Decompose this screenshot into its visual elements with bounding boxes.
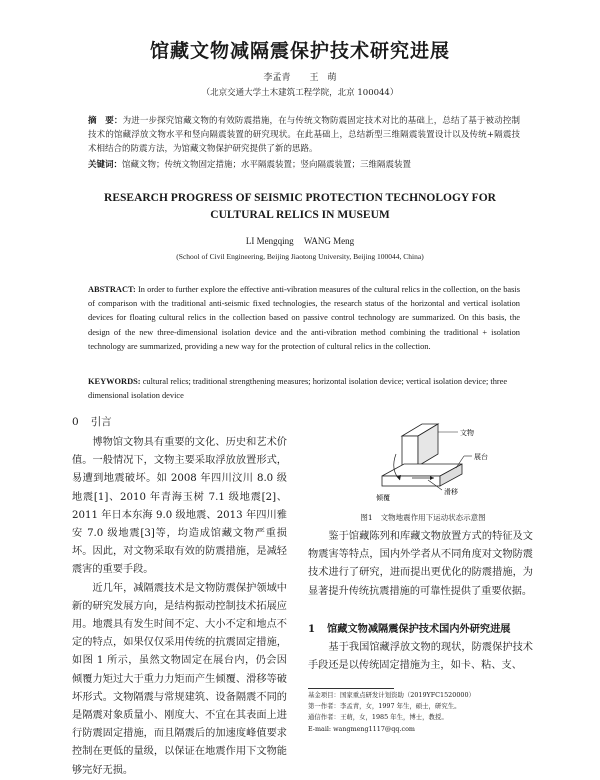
right-paragraph-2: 基于我国馆藏浮放文物的现状，防震保护技术手段还是以传统固定措施为主，如卡、粘、支、 — [308, 642, 533, 672]
footnote-corresponding-author: 通信作者：王萌，女，1985 年生，博士，教授。 — [308, 713, 448, 722]
label-relic: 文物 — [460, 429, 474, 437]
keywords-cn-label: 关键词： — [88, 160, 123, 170]
left-paragraph-1: 博物馆文物具有重要的文化、历史和艺术价值。一般情况下，文物主要采取浮放放置形式，易遭到地震破坏。如 2008 年四川汶川 8.0 级地震[1]、2010 年青海玉树 7.1 级地震[2]、2011 年日本东海 9.0 级地震、2013 年四川雅安 7.0 级地震[3]等，均造成馆藏文物严重损坏。因此，对文物采取有效的防震措施，是减轻震害的重要手段。 — [72, 437, 287, 576]
affiliation-cn: （北京交通大学土木建筑工程学院，北京 100044） — [201, 88, 399, 98]
right-column — [308, 528, 533, 601]
abstract-cn-text: 为进一步探究馆藏文物的有效防震措施，在与传统文物防震固定技术对比的基础上，总结了基于被动控制技术的馆藏浮放文物水平和竖向隔震装置的研究现状。在此基础上，总结新型三维隔震装置设计以及传统+隔震技术相结合的防震方法，为馆藏文物保护研究提供了新的思路。 — [88, 116, 520, 154]
right-column-section-1 — [308, 639, 533, 675]
abstract-cn — [88, 114, 520, 156]
relic-front-face — [402, 436, 418, 466]
authors-en — [0, 236, 600, 246]
author-cn-1: 李孟青 — [263, 73, 291, 83]
label-overturn: 倾覆 — [376, 494, 390, 502]
author-cn-2: 王 萌 — [309, 73, 337, 83]
paper-title-en: RESEARCH PROGRESS OF SEISMIC PROTECTION TECHNOLOGY FOR CULTURAL RELICS IN MUSEUM — [104, 192, 496, 221]
right-paragraph-1: 鉴于馆藏陈列和库藏文物放置方式的特征及文物震害等特点，国内外学者从不同角度对文物防震技术进行了研究，进而提出更优化的防震措施，为显著提升传统抗震措施的可靠性提供了重要依据。 — [308, 531, 533, 597]
footnote-first-author: 第一作者：李孟青，女，1997 年生，硕士，研究生。 — [308, 702, 461, 711]
section-1-title: 馆藏文物减隔震保护技术国内外研究进展 — [327, 623, 511, 635]
footnote-email: E-mail: wangmeng1117@qq.com — [308, 724, 415, 733]
figure-1-number: 图1 — [360, 513, 373, 522]
figure-1-caption — [312, 512, 534, 523]
author-en-1: LI Mengqing — [245, 236, 294, 246]
paper-title-cn: 馆藏文物减隔震保护技术研究进展 — [149, 40, 450, 62]
figure-1-caption-text: 文物地震作用下运动状态示意图 — [380, 513, 486, 522]
footnote-funding: 基金项目：国家重点研发计划资助（2019YFC1520000） — [308, 691, 475, 699]
abstract-cn-label: 摘 要： — [88, 116, 123, 126]
label-slide: 滑移 — [444, 488, 458, 496]
section-0-number: 0 — [72, 416, 79, 428]
abstract-en — [88, 283, 520, 354]
left-column — [72, 434, 287, 780]
affiliation-en: (School of Civil Engineering, Beijing Jiaotong University, Beijing 100044, China) — [176, 252, 424, 261]
abstract-en-label: ABSTRACT: — [88, 285, 136, 294]
keywords-en — [88, 375, 520, 403]
section-0-heading — [72, 414, 112, 429]
section-0-title: 引言 — [90, 416, 112, 428]
footnote-divider — [308, 688, 394, 689]
footnotes — [308, 690, 533, 735]
keywords-en-label: KEYWORDS: — [88, 377, 141, 386]
label-stand: 展台 — [474, 453, 488, 461]
section-1-heading — [308, 620, 510, 635]
keywords-en-text: cultural relics; traditional strengthening measures; horizontal isolation device; vertical isolation device; three dimensional isolation device — [88, 377, 508, 401]
abstract-en-text: In order to further explore the effective anti-vibration measures of the cultural relics in the collection, on the basis of comparison with the traditional anti-seismic fixed technologies, the research status of the horizontal and vertical isolation devices for floating cultural relics in the collection based on passive control technology are summarized. On this basis, the design of the new three-dimensional isolation device and the anti-vibration method combining the traditional + isolation technology are summarized, providing a new way for the protection of cultural relics in the collection. — [88, 285, 520, 351]
keywords-cn — [88, 158, 520, 172]
left-paragraph-2: 近几年，减隔震技术是文物防震保护领域中新的研究发展方向，是结构振动控制技术拓展应用。地震具有发生时间不定、大小不定和地点不定的特点，如果仅仅采用传统的抗震固定措施，如图 1 所示，虽然文物固定在展台内，仍会因倾覆力矩过大于重力力矩而产生倾覆、滑移等破坏形式。文物隔震与常规建筑、设备隔震不同的是隔震对象质量小、刚度大、不宜在其表面上进行防震固定措施，而且隔震后的加速度峰值要求控制在更低的量级，以保证在地震作用下文物能够完好无损。 — [72, 582, 287, 776]
author-en-2: WANG Meng — [303, 236, 355, 246]
section-1-number: 1 — [308, 623, 316, 635]
keywords-cn-text: 馆藏文物；传统文物固定措施；水平隔震装置；竖向隔震装置；三维隔震装置 — [122, 160, 412, 170]
figure-1-diagram — [372, 418, 512, 506]
authors-cn — [0, 70, 600, 83]
